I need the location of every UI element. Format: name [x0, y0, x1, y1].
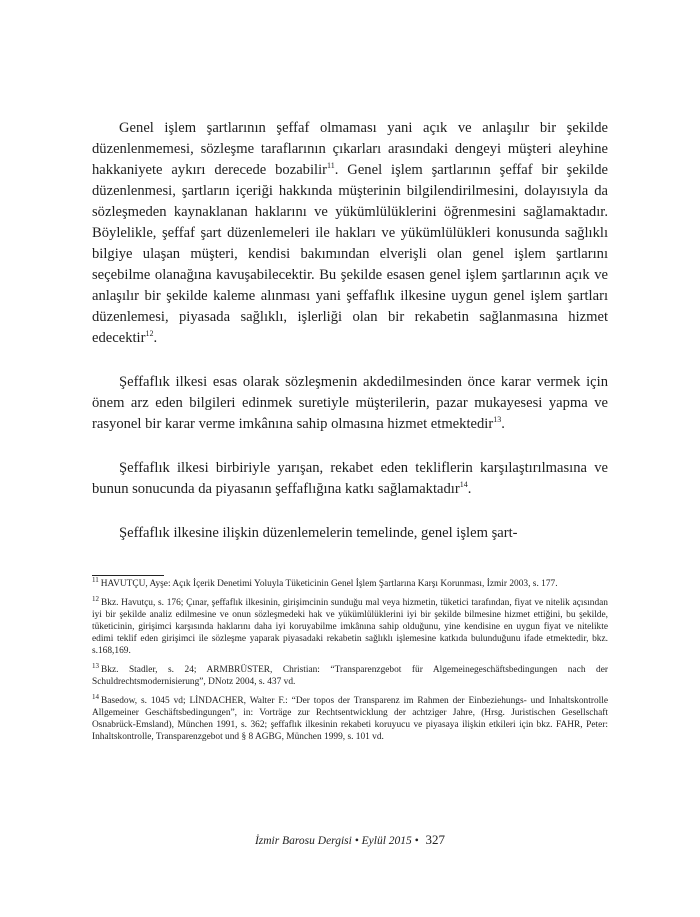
- footnote: [92, 692, 608, 743]
- paragraph: Şeffaflık ilkesine ilişkin düzenlemelerin temelinde, genel işlem şart-: [119, 525, 518, 541]
- footnote-ref[interactable]: 12: [145, 329, 154, 339]
- footnote-ref[interactable]: 14: [459, 480, 468, 490]
- footnote-divider: [92, 575, 164, 576]
- footnote-ref[interactable]: 11: [327, 161, 335, 171]
- footnote: [92, 661, 608, 688]
- footnote-number: 14: [92, 692, 99, 701]
- footnote-text: HAVUTÇU, Ayşe: Açık İçerik Denetimi Yoluyla Tüketicinin Genel İşlem Şartlarına Karşı Korunması, İzmir 2003, s. 177.: [100, 579, 558, 589]
- footnote-text: Basedow, s. 1045 vd; LİNDACHER, Walter F.: “Der topos der Transparenz im Rahmen der Einbeziehungs- und Inhaltskontrolle Allgemeiner Geschäftsbedingungen”, in: Vorträge zur Rechtsentwicklung der achtziger Jahre, (Hrsg. Juristischen Gesellschaft Osnabrück-Emsland), München 1991, s. 362; şeffaflık ilkesinin rekabeti koruyucu ve piyasaya ilişkin etkileri için bkz. FAHR, Peter: Inhaltskontrolle, Transparenzgebot und § 8 AGBG, München 1999, s. 101 vd.: [92, 696, 608, 742]
- footnote-number: 12: [92, 594, 99, 603]
- footnote: [92, 575, 608, 590]
- paragraph: Şeffaflık ilkesi esas olarak sözleşmenin akdedilmesinden önce karar vermek için önem arz eden bilgileri edinmek suretiyle müşterilerin, pazar mukayesesi yapma ve rasyonel bir karar verme imkânına sahip olmasına hizmet etmektedir$^{13}$.: [92, 374, 608, 432]
- footnote-text: Bkz. Havutçu, s. 176; Çınar, şeffaflık ilkesinin, girişimcinin sunduğu mal veya hizmetin, tüketici tarafından, fiyat ve nitelik açısından iyi bir şekilde analiz edilmesine ve onun sözleşmedeki hak ve yükümlülüklerini iyi bir şekilde bilmesine hizmet ettiğini, bu şekilde, tüketicinin, girişimci karşısında haklarını daha iyi koruyabilme imkânına sahip olduğunu, yine kendisine en uygun fiyat ve nitelikte edimi teklif eden girişimci ile sözleşme yaparak piyasadaki rekabetin sağlıklı işlemesine katkıda bulunduğunu ifade etmektedir, bkz. s.168,169.: [92, 598, 608, 656]
- footnote-text: Bkz. Stadler, s. 24; ARMBRÜSTER, Christian: “Transparenzgebot für Algemeinegeschäftsbedingungen nach der Schuldrechtsmodernisierung”, DNotz 2004, s. 437 vd.: [92, 665, 608, 687]
- paragraph: Genel işlem şartlarının şeffaf olmaması yani açık ve anlaşılır bir şekilde düzenlenmemesi, sözleşme taraflarının çıkarları arasındaki dengeyi müşteri aleyhine hakkaniyete aykırı derecede bozabilir$^{11}$. Genel işlem şartlarının şeffaf bir şekilde düzenlenmesi, şartların içeriği hakkında müşterinin bilgilendirilmesini, dolayısıyla da sözleşmeden kaynaklanan haklarını ve yükümlülüklerini öğrenmesini sağlamaktadır. Böylelikle, şeffaf şart düzenlemeleri ile hakları ve yükümlülükleri konusunda sağlıklı bilgiye ulaşan müşteri, kendisi bakımından elverişli olan genel işlem şartlarını seçebilme olanağına kavuşabilecektir. Bu şekilde esasen genel işlem şartlarının açık ve anlaşılır bir şekilde kaleme alınması yani şeffaflık ilkesine uygun genel işlem şartları düzenlemesi, piyasada sağlıklı, işlerliği olan bir rekabetin sağlanmasına hizmet edecektir$^{12}$.: [92, 120, 608, 346]
- page-number: 327: [425, 832, 446, 847]
- footnote-number: 13: [92, 661, 99, 670]
- footnote: [92, 594, 608, 657]
- paragraph: Şeffaflık ilkesi birbiriyle yarışan, rekabet eden tekliflerin karşılaştırılmasına ve bunun sonucunda da piyasanın şeffaflığına katkı sağlamaktadır$^{14}$.: [92, 460, 608, 497]
- journal-name: İzmir Barosu Dergisi • Eylül 2015 •: [254, 835, 419, 847]
- page-footer: [0, 832, 700, 848]
- footnotes: [92, 575, 608, 743]
- footnote-number: 11: [92, 575, 99, 584]
- footnote-ref[interactable]: 13: [493, 415, 502, 425]
- body-text: [92, 118, 608, 544]
